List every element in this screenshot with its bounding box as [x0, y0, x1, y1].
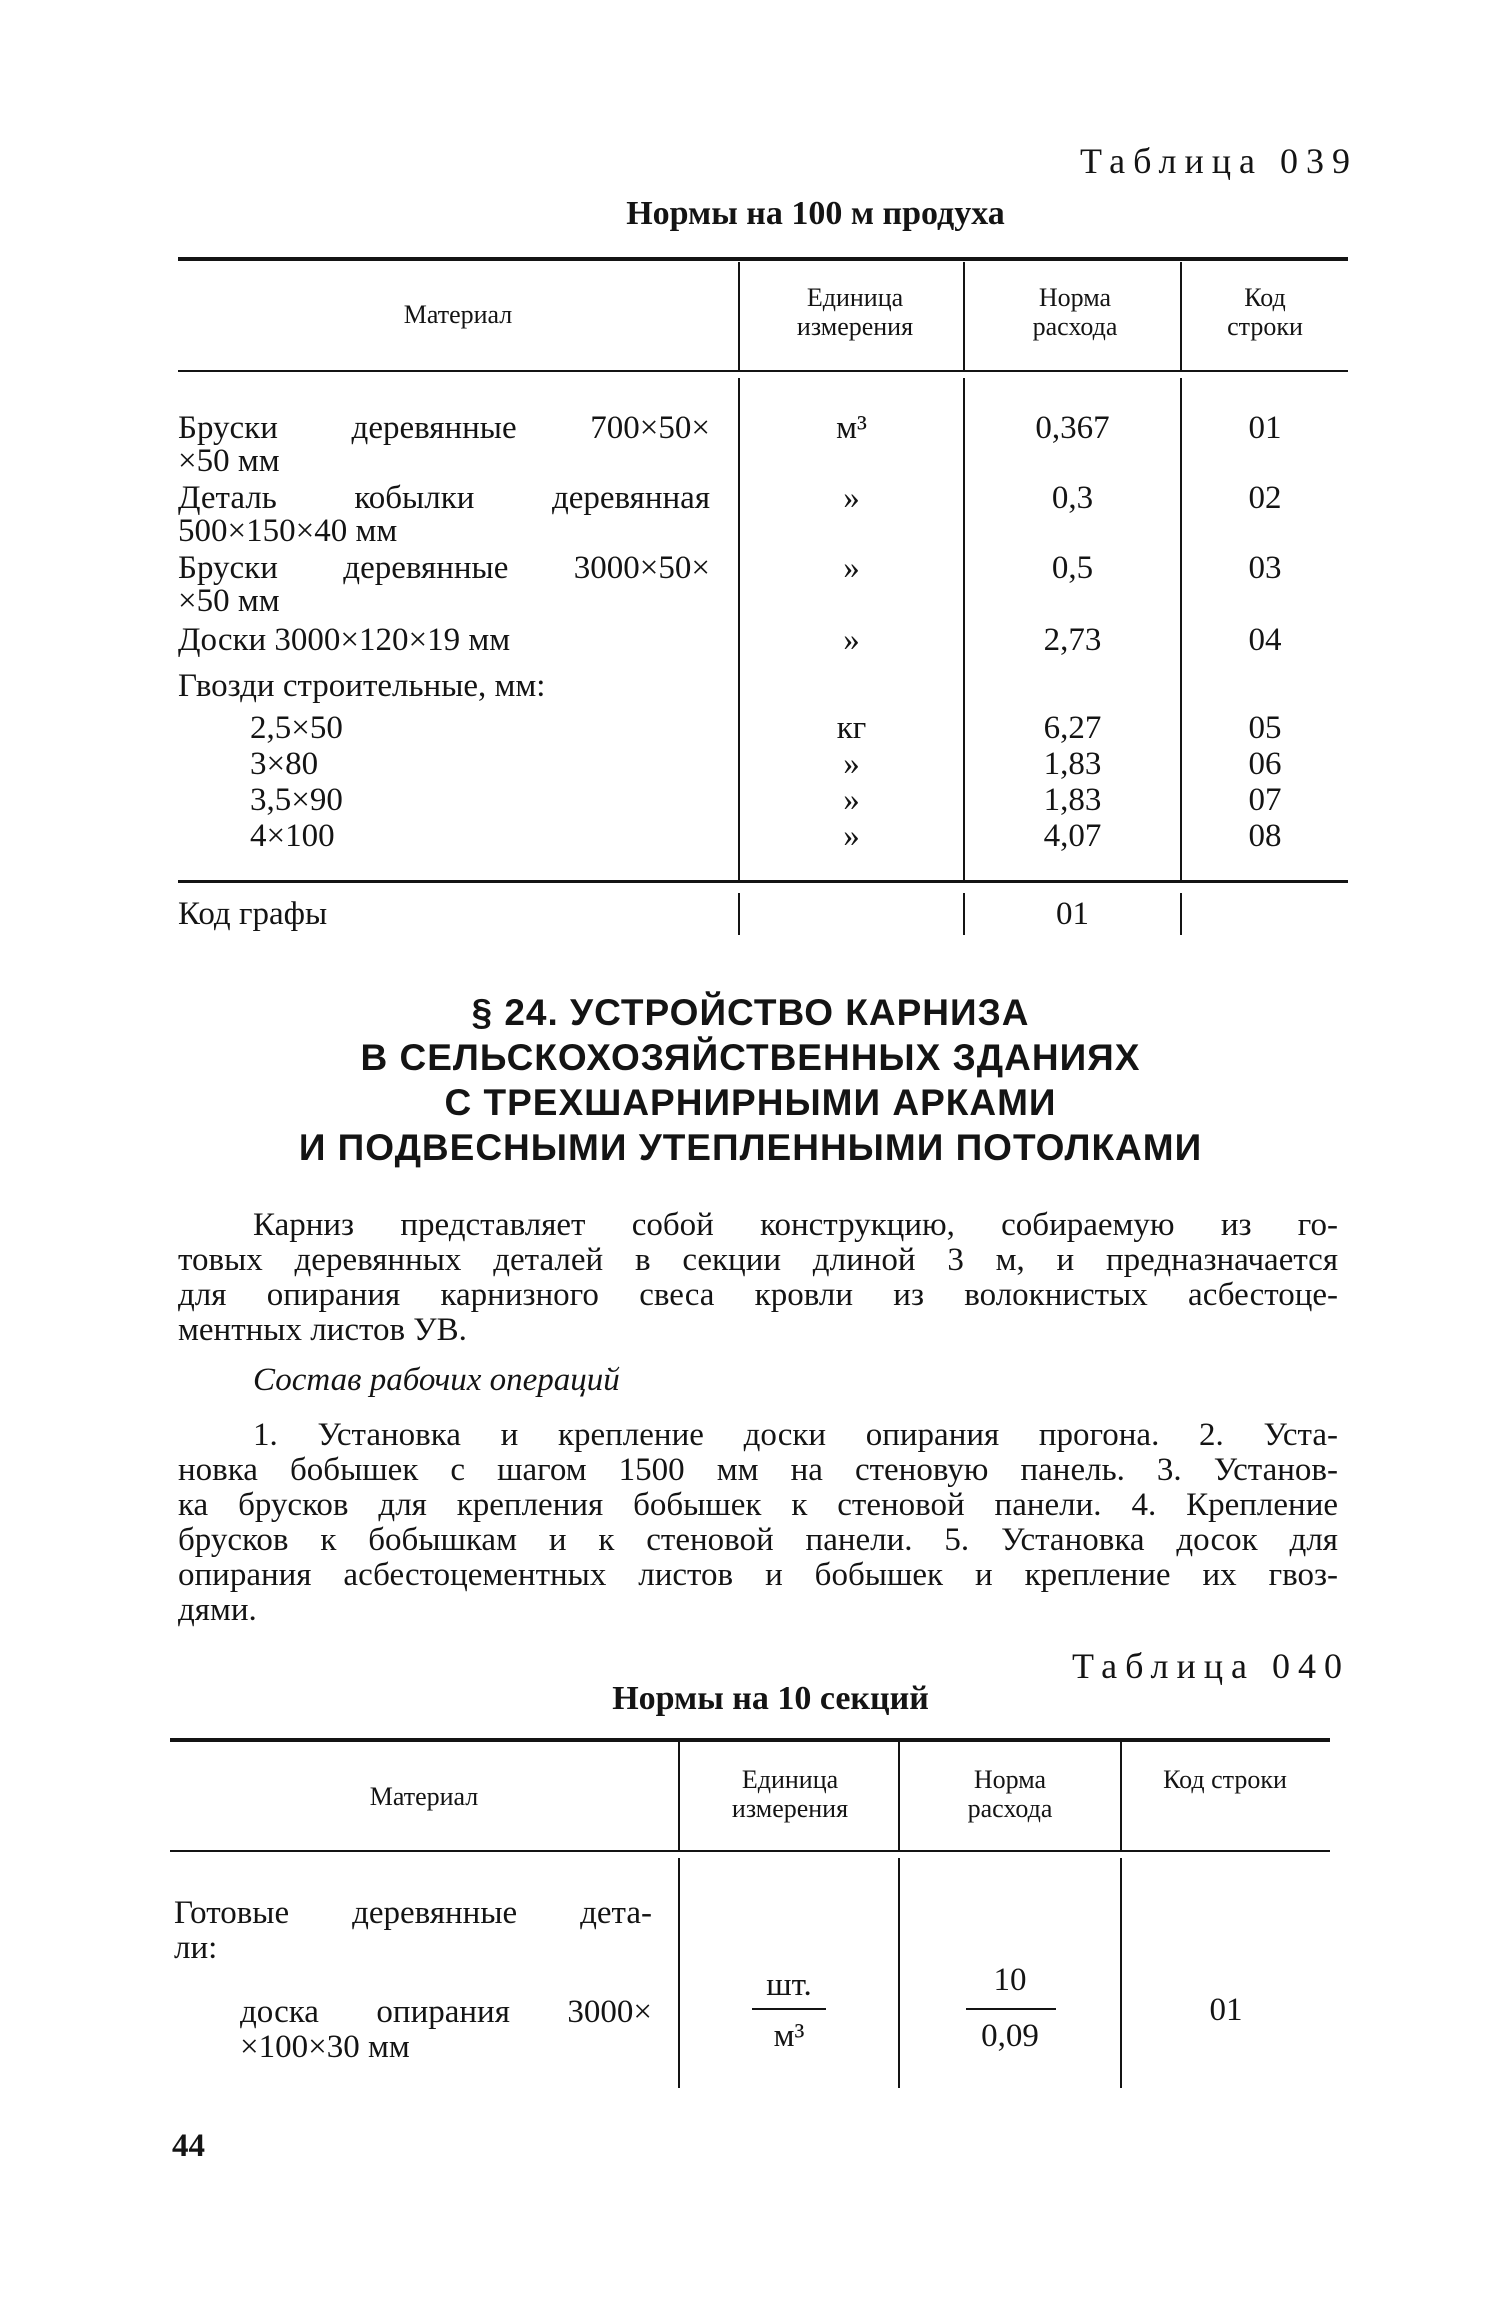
- nail-3-norm: 1,83: [1043, 782, 1102, 818]
- row-2-material-line1: Деталь кобылки деревянная: [178, 480, 710, 516]
- nail-4-size: 4×100: [250, 818, 335, 854]
- header-rule: [178, 370, 1348, 372]
- nail-3-size: 3,5×90: [250, 782, 343, 818]
- page-number: 44: [172, 2128, 205, 2164]
- nail-2-norm: 1,83: [1043, 746, 1102, 782]
- header-material: Материал: [403, 300, 513, 329]
- row-2-material-line2: 500×150×40 мм: [178, 513, 398, 549]
- vrule: [1180, 262, 1182, 370]
- nail-3-code: 07: [1248, 782, 1282, 818]
- ops-line: ка брусков для крепления бобышек к стеновой панели. 4. Крепление: [178, 1487, 1338, 1523]
- intro-line: товых деревянных деталей в секции длиной 3 м, и предназначается: [178, 1242, 1338, 1278]
- nail-2-size: 3×80: [250, 746, 319, 782]
- vrule: [1120, 1742, 1122, 1850]
- vrule: [963, 262, 965, 370]
- nail-4-code: 08: [1248, 818, 1282, 854]
- row-4-material: Доски 3000×120×19 мм: [178, 622, 511, 658]
- heading-line-2: В СЕЛЬСКОХОЗЯЙСТВЕННЫХ ЗДАНИЯХ: [360, 1037, 1141, 1078]
- ops-line: опирания асбестоцементных листов и бобышек и крепление их гвоз-: [178, 1557, 1338, 1593]
- heading-line-4: И ПОДВЕСНЫМИ УТЕПЛЕННЫМИ ПОТОЛКАМИ: [298, 1127, 1203, 1168]
- ops-line: новка бобышек с шагом 1500 мм на стеновую панель. 3. Установ-: [178, 1452, 1338, 1488]
- row-1-material-line2: ×50 мм: [178, 443, 280, 479]
- table-top-rule: [170, 1738, 1330, 1742]
- header-unit: Единица измерения: [796, 283, 914, 341]
- unit-top: шт.: [766, 1967, 812, 2003]
- norm-fraction-bar: [966, 2008, 1056, 2010]
- row-1-code: 01: [1248, 410, 1282, 446]
- nail-2-code: 06: [1248, 746, 1282, 782]
- ops-line: брусков к бобышкам и к стеновой панели. 5. Установка досок для: [178, 1522, 1338, 1558]
- ops-line: дями.: [178, 1592, 257, 1628]
- intro-paragraph: [178, 1208, 1338, 1348]
- unit-fraction-bar: [752, 2008, 826, 2010]
- row-2-norm: 0,3: [1051, 480, 1094, 516]
- group-line1: Готовые деревянные дета-: [174, 1895, 652, 1931]
- item-line1: доска опирания 3000×: [240, 1994, 652, 2030]
- header-unit: Единица измерения: [731, 1765, 849, 1823]
- heading-line-3: С ТРЕХШАРНИРНЫМИ АРКАМИ: [444, 1082, 1057, 1123]
- vrule: [1120, 1858, 1122, 2088]
- item-line2: ×100×30 мм: [240, 2029, 410, 2065]
- row-3-unit: »: [843, 550, 860, 586]
- header-norm: Норма расхода: [1032, 283, 1118, 341]
- intro-line: ментных листов УВ.: [178, 1312, 467, 1348]
- row-3-material-line1: Бруски деревянные 3000×50×: [178, 550, 710, 586]
- item-code: 01: [1209, 1992, 1243, 2028]
- row-1-material-line1: Бруски деревянные 700×50×: [178, 410, 710, 446]
- heading-line-1: § 24. УСТРОЙСТВО КАРНИЗА: [471, 992, 1030, 1033]
- row-2-unit: »: [843, 480, 860, 516]
- nails-header: Гвозди строительные, мм:: [178, 668, 546, 704]
- row-4-unit: »: [843, 622, 860, 658]
- table-040-label: Таблица 040: [1072, 1646, 1350, 1686]
- vrule: [738, 262, 740, 370]
- nail-1-code: 05: [1248, 710, 1282, 746]
- nail-1-norm: 6,27: [1043, 710, 1102, 746]
- header-code: Код строки: [1163, 1765, 1287, 1794]
- norm-top: 10: [993, 1962, 1027, 1998]
- intro-line: для опирания карнизного свеса кровли из волокнистых асбестоце-: [178, 1277, 1338, 1313]
- group-line2: ли:: [174, 1930, 218, 1966]
- header-rule: [170, 1850, 1330, 1852]
- header-material: Материал: [369, 1782, 479, 1811]
- header-code: Код строки: [1227, 283, 1303, 341]
- table-top-rule: [178, 257, 1348, 261]
- header-norm: Норма расхода: [967, 1765, 1053, 1823]
- nail-1-unit: кг: [836, 710, 867, 746]
- row-4-norm: 2,73: [1043, 622, 1102, 658]
- nail-3-unit: »: [843, 782, 860, 818]
- unit-bottom: м³: [773, 2018, 805, 2054]
- vrule: [678, 1742, 680, 1850]
- row-1-norm: 0,367: [1035, 410, 1110, 446]
- ops-paragraph: [178, 1418, 1338, 1628]
- ops-line: 1. Установка и крепление доски опирания прогона. 2. Уста-: [253, 1417, 1338, 1453]
- row-4-code: 04: [1248, 622, 1282, 658]
- nail-1-size: 2,5×50: [250, 710, 343, 746]
- ops-title: Состав рабочих операций: [253, 1362, 620, 1398]
- nail-4-norm: 4,07: [1043, 818, 1102, 854]
- nail-2-unit: »: [843, 746, 860, 782]
- row-3-norm: 0,5: [1051, 550, 1094, 586]
- vrule: [738, 893, 740, 935]
- footer-value: 01: [1056, 896, 1089, 932]
- vrule: [898, 1742, 900, 1850]
- nail-4-unit: »: [843, 818, 860, 854]
- norm-bottom: 0,09: [981, 2018, 1039, 2054]
- table-039-label: Таблица 039: [1080, 141, 1358, 181]
- body-bottom-rule: [178, 880, 1348, 883]
- row-2-code: 02: [1248, 480, 1282, 516]
- row-3-material-line2: ×50 мм: [178, 583, 280, 619]
- table-040-title: Нормы на 10 секций: [612, 1680, 929, 1717]
- footer-label: Код графы: [178, 896, 328, 932]
- intro-line: Карниз представляет собой конструкцию, собираемую из го-: [253, 1207, 1338, 1243]
- vrule: [1180, 893, 1182, 935]
- table-039-title: Нормы на 100 м продуха: [626, 195, 1005, 232]
- row-1-unit: м³: [836, 410, 867, 446]
- row-3-code: 03: [1248, 550, 1282, 586]
- section-heading: [0, 990, 1501, 1170]
